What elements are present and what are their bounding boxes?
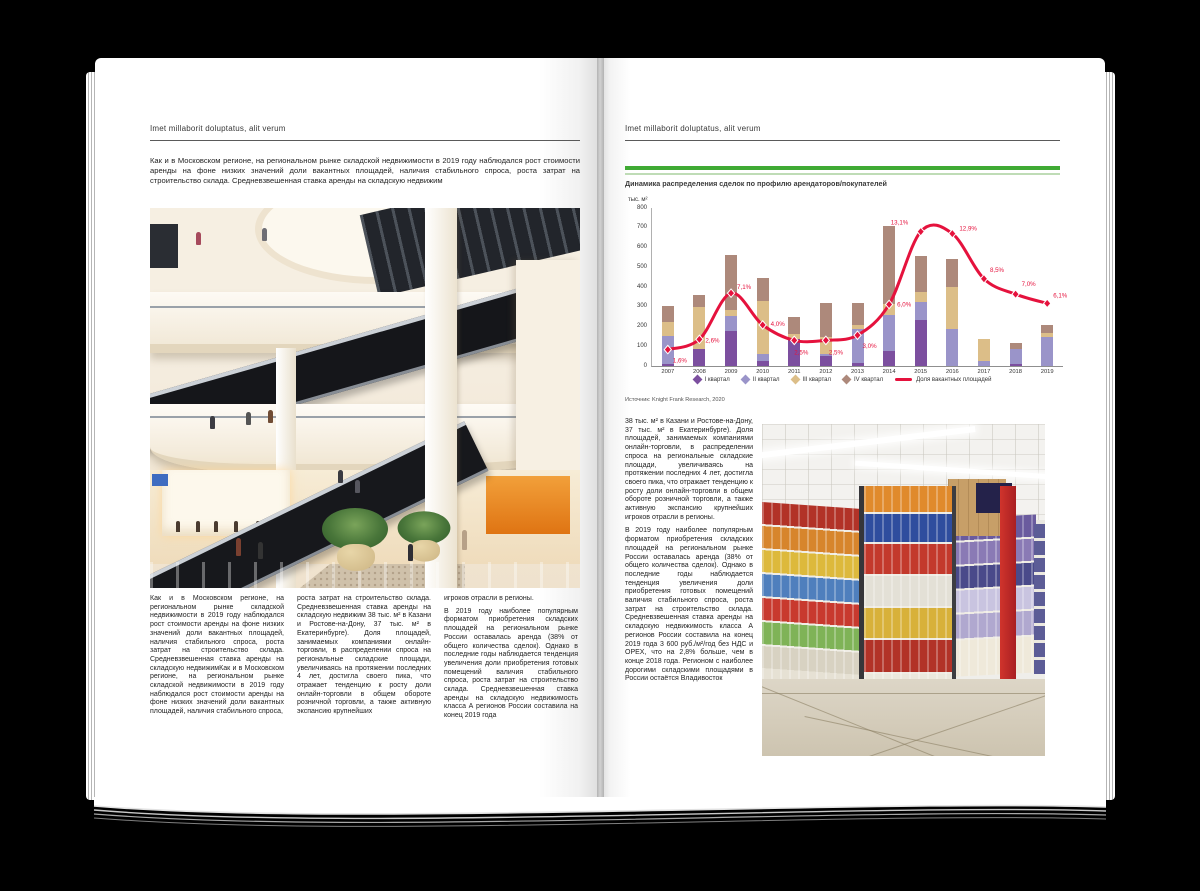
- mannequin: [234, 521, 238, 532]
- x-tick-label: 2012: [819, 369, 833, 375]
- vacancy-point-label: 2,5%: [794, 349, 809, 357]
- legend-item: [742, 376, 780, 383]
- deals-chart: [625, 204, 1068, 384]
- y-tick-label: 100: [636, 342, 647, 349]
- accent-rule-green-bright: [625, 166, 1060, 170]
- chart-y-axis-label: тыс. м²: [628, 197, 648, 203]
- text-column-1: Как и в Московском регионе, на региональном рынке складской недвижимости в 2019 году наблюдался рост стоимости аренды на фоне низких значений доли вакантных площадей, наличия стабильного спроса, роста затрат на строительство склада. Средневзвешенная ставка аренды на складскую недвижимКак и в Московском регионе, на региональном рынке складской недвижимости в 2019 году наблюдался рост стоимости аренды на фоне низких значений доли вакантных площадей, наличия стабильного спроса,: [150, 595, 284, 716]
- data-point-diamond-icon: [791, 336, 798, 344]
- x-tick-label: 2013: [851, 369, 864, 375]
- vacancy-point-label: 6,1%: [1053, 292, 1068, 300]
- y-tick-label: 700: [636, 224, 647, 231]
- vacancy-point-label: 1,6%: [672, 357, 687, 365]
- shelf-far-right: [1034, 524, 1045, 674]
- person: [246, 412, 251, 425]
- plant-pot: [410, 540, 440, 562]
- text-column-2: роста затрат на строительство склада. Средневзвешенная ставка аренды на складскую недвижим 38 тыс. м² в Казани и Ростове-на-Дону, 37 тыс. м² в Екатеринбурге). Доля площадей, занимаемых компаниями онлайн-торговли, в распределении спроса на региональные складские площади, увеличиваясь на протяжении последних 4 лет, достигла своего пика, что отражает тенденцию к росту доли онлайн-торговли в общем обороте розничной торговли, а также активную экспансию крупнейших: [297, 595, 431, 716]
- x-tick-label: 2017: [977, 369, 991, 375]
- vacancy-point-label: 13,1%: [890, 219, 909, 227]
- legend-item: [694, 376, 730, 383]
- x-tick-label: 2018: [1009, 369, 1023, 375]
- red-gondola-end-panel: [1000, 486, 1016, 688]
- page-stack-bottom-edges: [90, 797, 1110, 837]
- vacancy-point-label: 2,6%: [705, 337, 720, 345]
- vacancy-point-label: 12,9%: [959, 225, 977, 233]
- right-column-paragraph-2: В 2019 году наиболее популярным форматом приобретения складских площадей на региональном рынке России оставалась аренда (38% от общего количества сделок). Однако в последние годы наблюдается тенденция увеличения доли приобретения готовых помещений валичия стабильного спроса, роста затрат на строительство склада. Средневзвешенная ставка аренды на складскую недвижимость класса А регионов России составила на конец 2019 года 3 600 руб./м²/год без НДС и OPEX, что на 2,8% больше, чем в конце 2018 года. Регионом с наиболее дорогими складскими площадями в России остаётся Владивосток: [625, 527, 753, 683]
- person: [236, 538, 241, 556]
- y-tick-label: 200: [636, 323, 647, 329]
- floor-grout-line: [762, 693, 1045, 694]
- y-tick-label: 500: [636, 263, 647, 270]
- data-point-diamond-icon: [664, 345, 671, 353]
- right-page: [600, 58, 1105, 798]
- person: [462, 530, 467, 550]
- accent-rule-green-pale: [625, 173, 1060, 175]
- supermarket-photo: [762, 424, 1045, 756]
- x-tick-label: 2009: [724, 369, 738, 375]
- potted-plant: [398, 511, 443, 553]
- y-tick-label: 300: [636, 303, 647, 310]
- mannequin: [214, 521, 218, 532]
- storefront-blue-sign: [152, 474, 168, 486]
- legend-label: I квартал: [704, 376, 730, 383]
- floor-grout-line: [762, 680, 941, 756]
- plant-pot: [337, 544, 375, 571]
- legend-item: [843, 376, 883, 383]
- potted-plant: [322, 508, 392, 572]
- header-rule: [150, 140, 580, 141]
- right-text-column: [625, 418, 753, 756]
- vacancy-point-label: 6,0%: [897, 301, 912, 309]
- mannequin: [196, 521, 200, 532]
- chart-legend: [625, 376, 1060, 383]
- legend-label: III квартал: [802, 376, 831, 383]
- x-tick-label: 2008: [692, 369, 706, 375]
- mall-wall-column: [516, 260, 580, 470]
- x-tick-label: 2007: [661, 369, 675, 375]
- person: [258, 542, 263, 559]
- x-tick-label: 2011: [788, 369, 801, 375]
- y-tick-label: 600: [636, 244, 647, 250]
- person: [338, 470, 343, 483]
- book-spine-shadow: [597, 58, 604, 798]
- person: [210, 416, 215, 429]
- person: [355, 480, 360, 493]
- legend-label: IV квартал: [854, 376, 884, 383]
- mall-photo: [150, 208, 580, 588]
- running-header: Imet millaborit doluptatus, alit verum: [625, 124, 761, 133]
- vacancy-point-label: 3,0%: [862, 343, 877, 351]
- data-point-diamond-icon: [1012, 290, 1019, 298]
- data-point-diamond-icon: [822, 336, 829, 344]
- y-tick-label: 400: [636, 283, 647, 290]
- column-3-paragraph-2: В 2019 году наиболее популярным форматом приобретения складских площадей на региональном рынке России оставалась аренда (38% от общего количества сделок). Однако в последние годы наблюдается тенденция увеличения доли приобретения готовых помещений валичия стабильного спроса, роста затрат на строительство склада. Средневзвешенная ставка аренды на складскую недвижимость класса А регионов России составила на конец 2019 года: [444, 607, 578, 720]
- person: [408, 544, 413, 561]
- legend-line-icon: [895, 378, 912, 381]
- chart-y-axis: [625, 204, 647, 369]
- header-rule: [625, 140, 1060, 141]
- legend-label: II квартал: [752, 376, 780, 383]
- right-column-paragraph-1: 38 тыс. м² в Казани и Ростове-на-Дону, 37 тыс. м² в Екатеринбурге). Доля площадей, занимаемых компаниями онлайн-торговли, в распределении спроса на региональные складские площади, увеличиваясь на протяжении последних 4 лет, достигла своего пика, что отражает тенденцию к росту доли онлайн-торговли в общем обороте розничной торговли, а также активную экспансию крупнейших игроков отрасли в регионы.: [625, 418, 753, 521]
- storefront-orange-shop: [486, 476, 570, 534]
- mannequin: [176, 521, 180, 532]
- vacancy-point-label: 2,5%: [828, 349, 843, 357]
- legend-label: Доля вакантных площадей: [916, 376, 992, 383]
- left-columns: [150, 595, 580, 725]
- floor-grout-line: [861, 687, 1045, 756]
- person: [262, 228, 267, 241]
- left-page: [95, 58, 600, 798]
- page-stack-right-edge: [1104, 72, 1115, 800]
- running-header: Imet millaborit doluptatus, alit verum: [150, 124, 286, 133]
- person: [268, 410, 273, 423]
- chart-source: Источник: Knight Frank Research, 2020: [625, 397, 725, 403]
- person: [196, 232, 201, 245]
- vacancy-line-chart: [652, 208, 1068, 366]
- y-tick-label: 0: [643, 362, 647, 369]
- data-point-diamond-icon: [1044, 299, 1051, 307]
- chart-title: Динамика распределения сделок по профилю арендаторов/покупателей: [625, 179, 887, 188]
- legend-diamond-icon: [740, 375, 750, 385]
- shelf-right-aisle: [950, 514, 1036, 677]
- right-body: [625, 418, 1060, 756]
- y-tick-label: 800: [636, 204, 647, 211]
- text-column-3: [444, 595, 578, 725]
- column-3-paragraph-1: игроков отрасли в регионы.: [444, 595, 534, 602]
- product-texture: [950, 514, 1036, 677]
- vacancy-point-label: 4,0%: [770, 320, 785, 328]
- vacancy-point-label: 8,5%: [989, 266, 1005, 274]
- chart-plot: [651, 208, 1068, 375]
- x-tick-label: 2014: [882, 369, 896, 375]
- mall-dark-window: [150, 224, 178, 268]
- vacancy-point-label: 7,1%: [737, 284, 752, 292]
- supermarket-floor: [762, 679, 1045, 756]
- legend-item: [792, 376, 831, 383]
- intro-paragraph: Как и в Московском регионе, на региональном рынке складской недвижимости в 2019 году наблюдался рост стоимости аренды на фоне низких значений доли вакантных площадей, наличия стабильного спроса, роста затрат на строительство склада. Средневзвешенная ставка аренды на складскую недвижим: [150, 156, 580, 185]
- x-tick-label: 2010: [756, 369, 770, 375]
- legend-diamond-icon: [842, 375, 852, 385]
- x-tick-label: 2015: [914, 369, 928, 375]
- legend-diamond-icon: [790, 375, 800, 385]
- x-tick-label: 2019: [1040, 369, 1054, 375]
- vacancy-point-label: 7,0%: [1021, 281, 1036, 289]
- legend-diamond-icon: [692, 375, 702, 385]
- legend-item: [895, 377, 991, 383]
- x-tick-label: 2016: [945, 369, 959, 375]
